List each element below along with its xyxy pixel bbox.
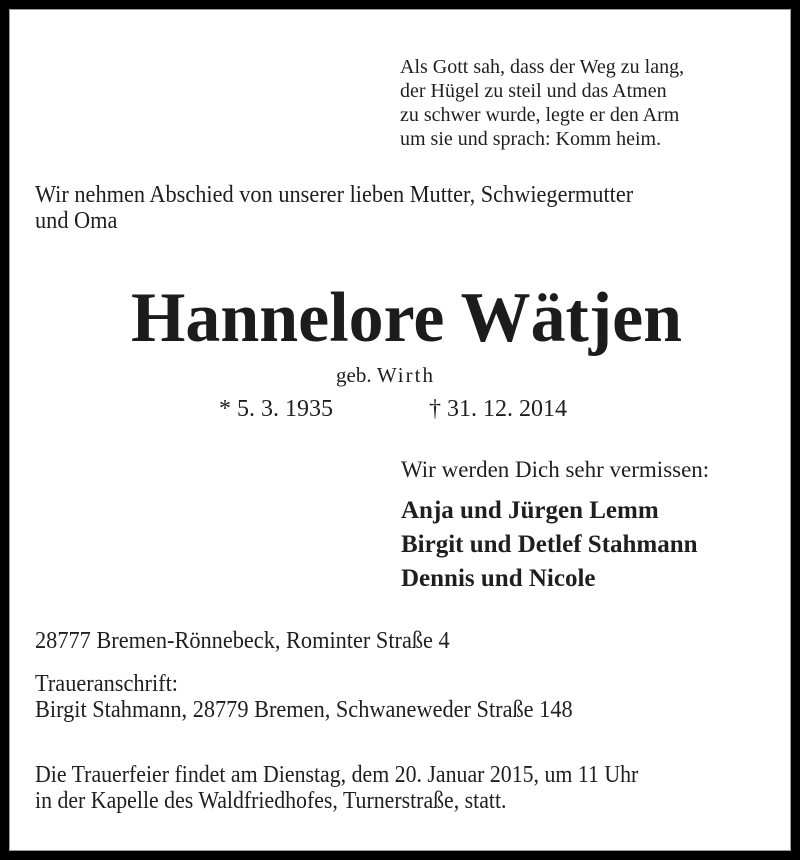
- miss-line: Wir werden Dich sehr vermissen:: [401, 457, 710, 482]
- mourner: Anja und Jürgen Lemm: [401, 497, 659, 524]
- deceased-name: Hannelore Wätjen: [131, 279, 683, 357]
- intro-line: Wir nehmen Abschied von unserer lieben Mutter, Schwiegermutter: [35, 182, 634, 208]
- poem-line: Als Gott sah, dass der Weg zu lang,: [400, 56, 685, 78]
- memorial-poem: [400, 55, 684, 151]
- poem-line: zu schwer wurde, legte er den Arm: [400, 104, 680, 126]
- death-date: † 31. 12. 2014: [429, 396, 567, 422]
- correspondence-address: [35, 671, 573, 723]
- home-address: 28777 Bremen-Rönnebeck, Rominter Straße 4: [35, 628, 450, 654]
- mourner: Dennis und Nicole: [401, 565, 596, 592]
- birth-date: * 5. 3. 1935: [219, 396, 333, 422]
- maiden-name-line: [336, 362, 435, 388]
- mourners-list: [401, 494, 698, 596]
- funeral-service-info: [35, 762, 638, 814]
- mourner: Birgit und Detlef Stahmann: [401, 531, 698, 558]
- farewell-intro: [35, 182, 633, 234]
- obituary-notice: [9, 9, 791, 851]
- poem-line: der Hügel zu steil und das Atmen: [400, 80, 667, 102]
- correspondence-label: Traueranschrift:: [35, 671, 178, 697]
- intro-line: und Oma: [35, 208, 118, 234]
- maiden-name: Wirth: [376, 363, 435, 387]
- service-line: Die Trauerfeier findet am Dienstag, dem 20. Januar 2015, um 11 Uhr: [35, 762, 639, 788]
- correspondence-value: Birgit Stahmann, 28779 Bremen, Schwaneweder Straße 148: [35, 697, 573, 723]
- poem-line: um sie und sprach: Komm heim.: [400, 128, 662, 150]
- service-line: in der Kapelle des Waldfriedhofes, Turnerstraße, statt.: [35, 788, 507, 814]
- nee-prefix: geb.: [336, 363, 372, 387]
